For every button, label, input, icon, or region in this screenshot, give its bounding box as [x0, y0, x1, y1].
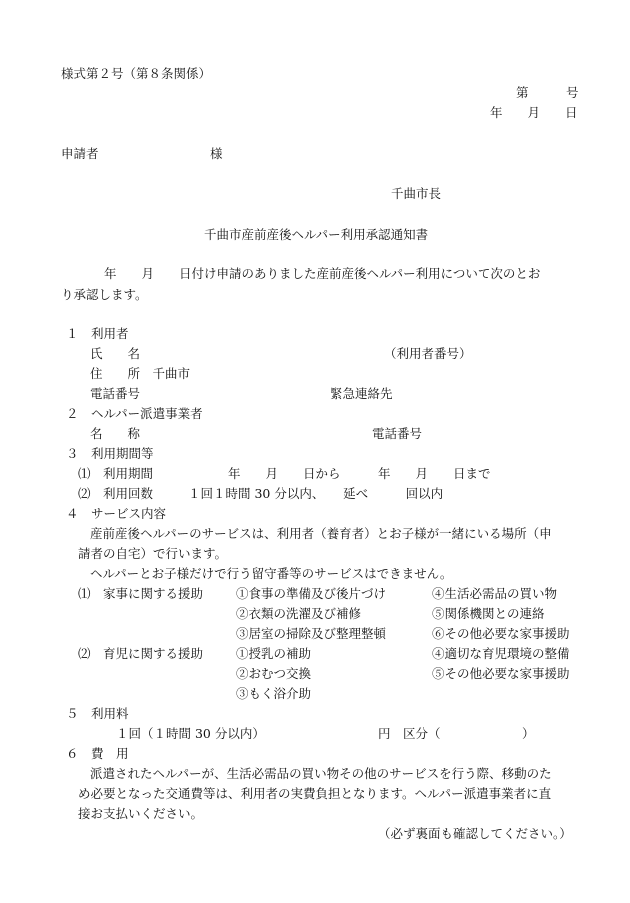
s1-emergency-label: 緊急連絡先	[330, 386, 393, 401]
applicant-honorific: 様	[210, 146, 223, 161]
housework-item: ⑥その他必要な家事援助	[432, 626, 570, 641]
s3-period-label: ⑴ 利用期間	[78, 466, 154, 481]
document-title: 千曲市産前産後ヘルパー利用承認通知書	[204, 227, 429, 242]
s5-fee-line: １回（１時間 30 分以内）	[116, 726, 265, 741]
s4-para1-line1: 産前産後ヘルパーのサービスは、利用者（養育者）とお子様が一緒にいる場所（申	[90, 526, 552, 541]
housework-item: ②衣類の洗濯及び補修	[236, 606, 362, 621]
doc-date: 年 月 日	[490, 105, 578, 120]
childcare-item: ①授乳の補助	[236, 646, 312, 661]
applicant-label: 申請者	[61, 146, 99, 161]
housework-item: ④生活必需品の買い物	[432, 586, 558, 601]
s5-yen-category: 円 区分（	[378, 726, 441, 741]
s2-name-label: 名 称	[90, 426, 141, 441]
s1-phone-label: 電話番号	[90, 386, 141, 401]
childcare-label: ⑵ 育児に関する援助	[78, 646, 204, 661]
s6-line-1: 派遣されたヘルパーが、生活必需品の買い物その他のサービスを行う際、移動のた	[90, 766, 552, 781]
s1-user-number-label: （利用者番号）	[384, 346, 472, 361]
s3-count-label: ⑵ 利用回数	[78, 486, 154, 501]
s2-heading: ２ ヘルパー派遣事業者	[66, 406, 203, 421]
s5-heading: ５ 利用料	[66, 706, 129, 721]
s6-heading: ６ 費 用	[66, 746, 129, 761]
s1-name-label: 氏 名	[90, 346, 141, 361]
intro-line-1: 年 月 日付け申請のありました産前産後ヘルパー利用について次のとお	[104, 266, 541, 281]
issuer: 千曲市長	[391, 186, 442, 201]
s1-address-label: 住 所 千曲市	[90, 366, 191, 381]
housework-label: ⑴ 家事に関する援助	[78, 586, 204, 601]
footer-note: （必ず裏面も確認してください。）	[378, 826, 572, 841]
s5-paren-close: ）	[522, 726, 535, 741]
form-label: 様式第２号（第８条関係）	[61, 66, 212, 81]
housework-item: ⑤関係機関との連絡	[432, 606, 545, 621]
intro-line-2: り承認します。	[61, 287, 148, 302]
s1-heading: １ 利用者	[66, 326, 129, 341]
housework-item: ③居室の掃除及び整理整頓	[236, 626, 387, 641]
s6-line-3: 接お支払いください。	[78, 806, 204, 821]
housework-item: ①食事の準備及び後片づけ	[236, 586, 387, 601]
childcare-item: ④適切な育児環境の整備	[432, 646, 570, 661]
s3-heading: ３ 利用期間等	[66, 446, 154, 461]
s3-period-value: 年 月 日から 年 月 日まで	[228, 466, 491, 481]
s4-heading: ４ サービス内容	[66, 506, 167, 521]
doc-number: 第 号	[516, 85, 579, 100]
childcare-item: ②おむつ交換	[236, 666, 312, 681]
s4-para2: ヘルパーとお子様だけで行う留守番等のサービスはできません。	[90, 566, 453, 581]
s6-line-2: め必要となった交通費等は、利用者の実費負担となります。ヘルパー派遣事業者に直	[78, 786, 552, 801]
s3-count-value: １回１時間 30 分以内、 延べ 回以内	[188, 486, 444, 501]
childcare-item: ③もく浴介助	[236, 686, 312, 701]
childcare-item: ⑤その他必要な家事援助	[432, 666, 570, 681]
s4-para1-line2: 請者の自宅）で行います。	[78, 546, 228, 561]
s2-phone-label: 電話番号	[372, 426, 423, 441]
